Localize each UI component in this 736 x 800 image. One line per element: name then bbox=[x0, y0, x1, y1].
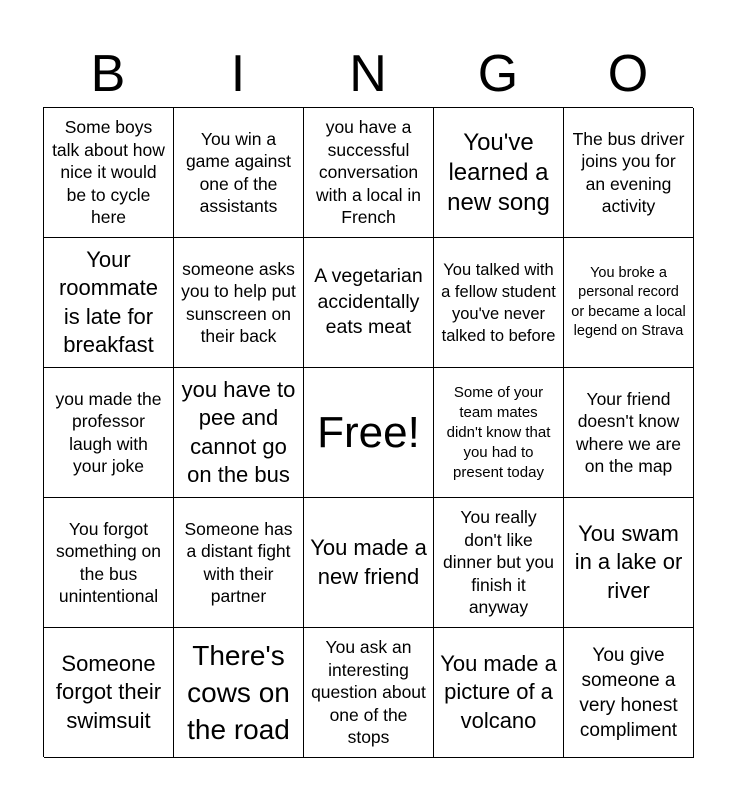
cell-text: Someone has a distant fight with their partner bbox=[184, 518, 293, 606]
bingo-header bbox=[43, 40, 693, 108]
cell-text: You made a new friend bbox=[310, 535, 427, 589]
bingo-grid bbox=[43, 107, 693, 757]
bingo-cell[interactable] bbox=[174, 628, 304, 758]
cell-text: You talked with a fellow student you've never talked to before bbox=[441, 260, 556, 345]
header-letter-i: I bbox=[230, 45, 246, 103]
bingo-cell[interactable] bbox=[564, 108, 694, 238]
cell-text: You made a picture of a volcano bbox=[440, 650, 557, 733]
cell-text: someone asks you to help put sunscreen on their back bbox=[181, 258, 296, 346]
cell-text: You give someone a very honest compliment bbox=[579, 644, 678, 741]
bingo-cell[interactable] bbox=[304, 628, 434, 758]
cell-text: you have a successful conversation with a local in French bbox=[315, 117, 422, 228]
cell-text: The bus driver joins you for an evening activity bbox=[572, 128, 685, 216]
bingo-cell[interactable] bbox=[304, 498, 434, 628]
cell-text: You ask an interesting question about one of the stops bbox=[311, 637, 426, 748]
bingo-cell[interactable] bbox=[304, 108, 434, 238]
bingo-cell[interactable] bbox=[434, 108, 564, 238]
cell-text: You've learned a new song bbox=[447, 128, 550, 216]
cell-text: You win a game against one of the assistants bbox=[185, 128, 292, 216]
cell-text: Your roommate is late for breakfast bbox=[58, 246, 159, 357]
bingo-cell[interactable] bbox=[44, 238, 174, 368]
bingo-cell[interactable] bbox=[434, 368, 564, 498]
cell-text: You forgot something on the bus unintentional bbox=[55, 518, 162, 606]
bingo-cell[interactable] bbox=[44, 108, 174, 238]
cell-text: Some of your team mates didn't know that you had to present today bbox=[446, 383, 551, 481]
free-space-cell[interactable] bbox=[304, 368, 434, 498]
bingo-cell[interactable] bbox=[174, 498, 304, 628]
bingo-cell[interactable] bbox=[44, 498, 174, 628]
bingo-cell[interactable] bbox=[564, 238, 694, 368]
cell-text: you made the professor laugh with your joke bbox=[55, 388, 162, 476]
cell-text: Some boys talk about how nice it would be to cycle here bbox=[52, 117, 165, 228]
bingo-cell[interactable] bbox=[174, 108, 304, 238]
bingo-cell[interactable] bbox=[564, 498, 694, 628]
free-space-text: Free! bbox=[317, 407, 420, 457]
bingo-cell[interactable] bbox=[434, 498, 564, 628]
cell-text: Someone forgot their swimsuit bbox=[55, 650, 162, 733]
cell-text: you have to pee and cannot go on the bus bbox=[181, 376, 296, 487]
cell-text: You really don't like dinner but you finish it anyway bbox=[443, 507, 554, 618]
bingo-cell[interactable] bbox=[44, 368, 174, 498]
header-letter-n: N bbox=[349, 45, 387, 103]
header-letter-g: G bbox=[477, 45, 519, 103]
cell-text: Your friend doesn't know where we are on the map bbox=[575, 388, 682, 476]
bingo-cell[interactable] bbox=[174, 238, 304, 368]
bingo-cell[interactable] bbox=[174, 368, 304, 498]
header-letter-b: B bbox=[90, 45, 126, 103]
cell-text: You swam in a lake or river bbox=[574, 520, 683, 603]
bingo-cell[interactable] bbox=[564, 628, 694, 758]
bingo-cell[interactable] bbox=[564, 368, 694, 498]
header-letter-o: O bbox=[607, 45, 649, 103]
bingo-cell[interactable] bbox=[434, 238, 564, 368]
cell-text: There's cows on the road bbox=[187, 640, 290, 745]
bingo-cell[interactable] bbox=[304, 238, 434, 368]
cell-text: A vegetarian accidentally eats meat bbox=[314, 265, 423, 339]
cell-text: You broke a personal record or became a local legend on Strava bbox=[571, 264, 686, 339]
bingo-cell[interactable] bbox=[44, 628, 174, 758]
bingo-cell[interactable] bbox=[434, 628, 564, 758]
